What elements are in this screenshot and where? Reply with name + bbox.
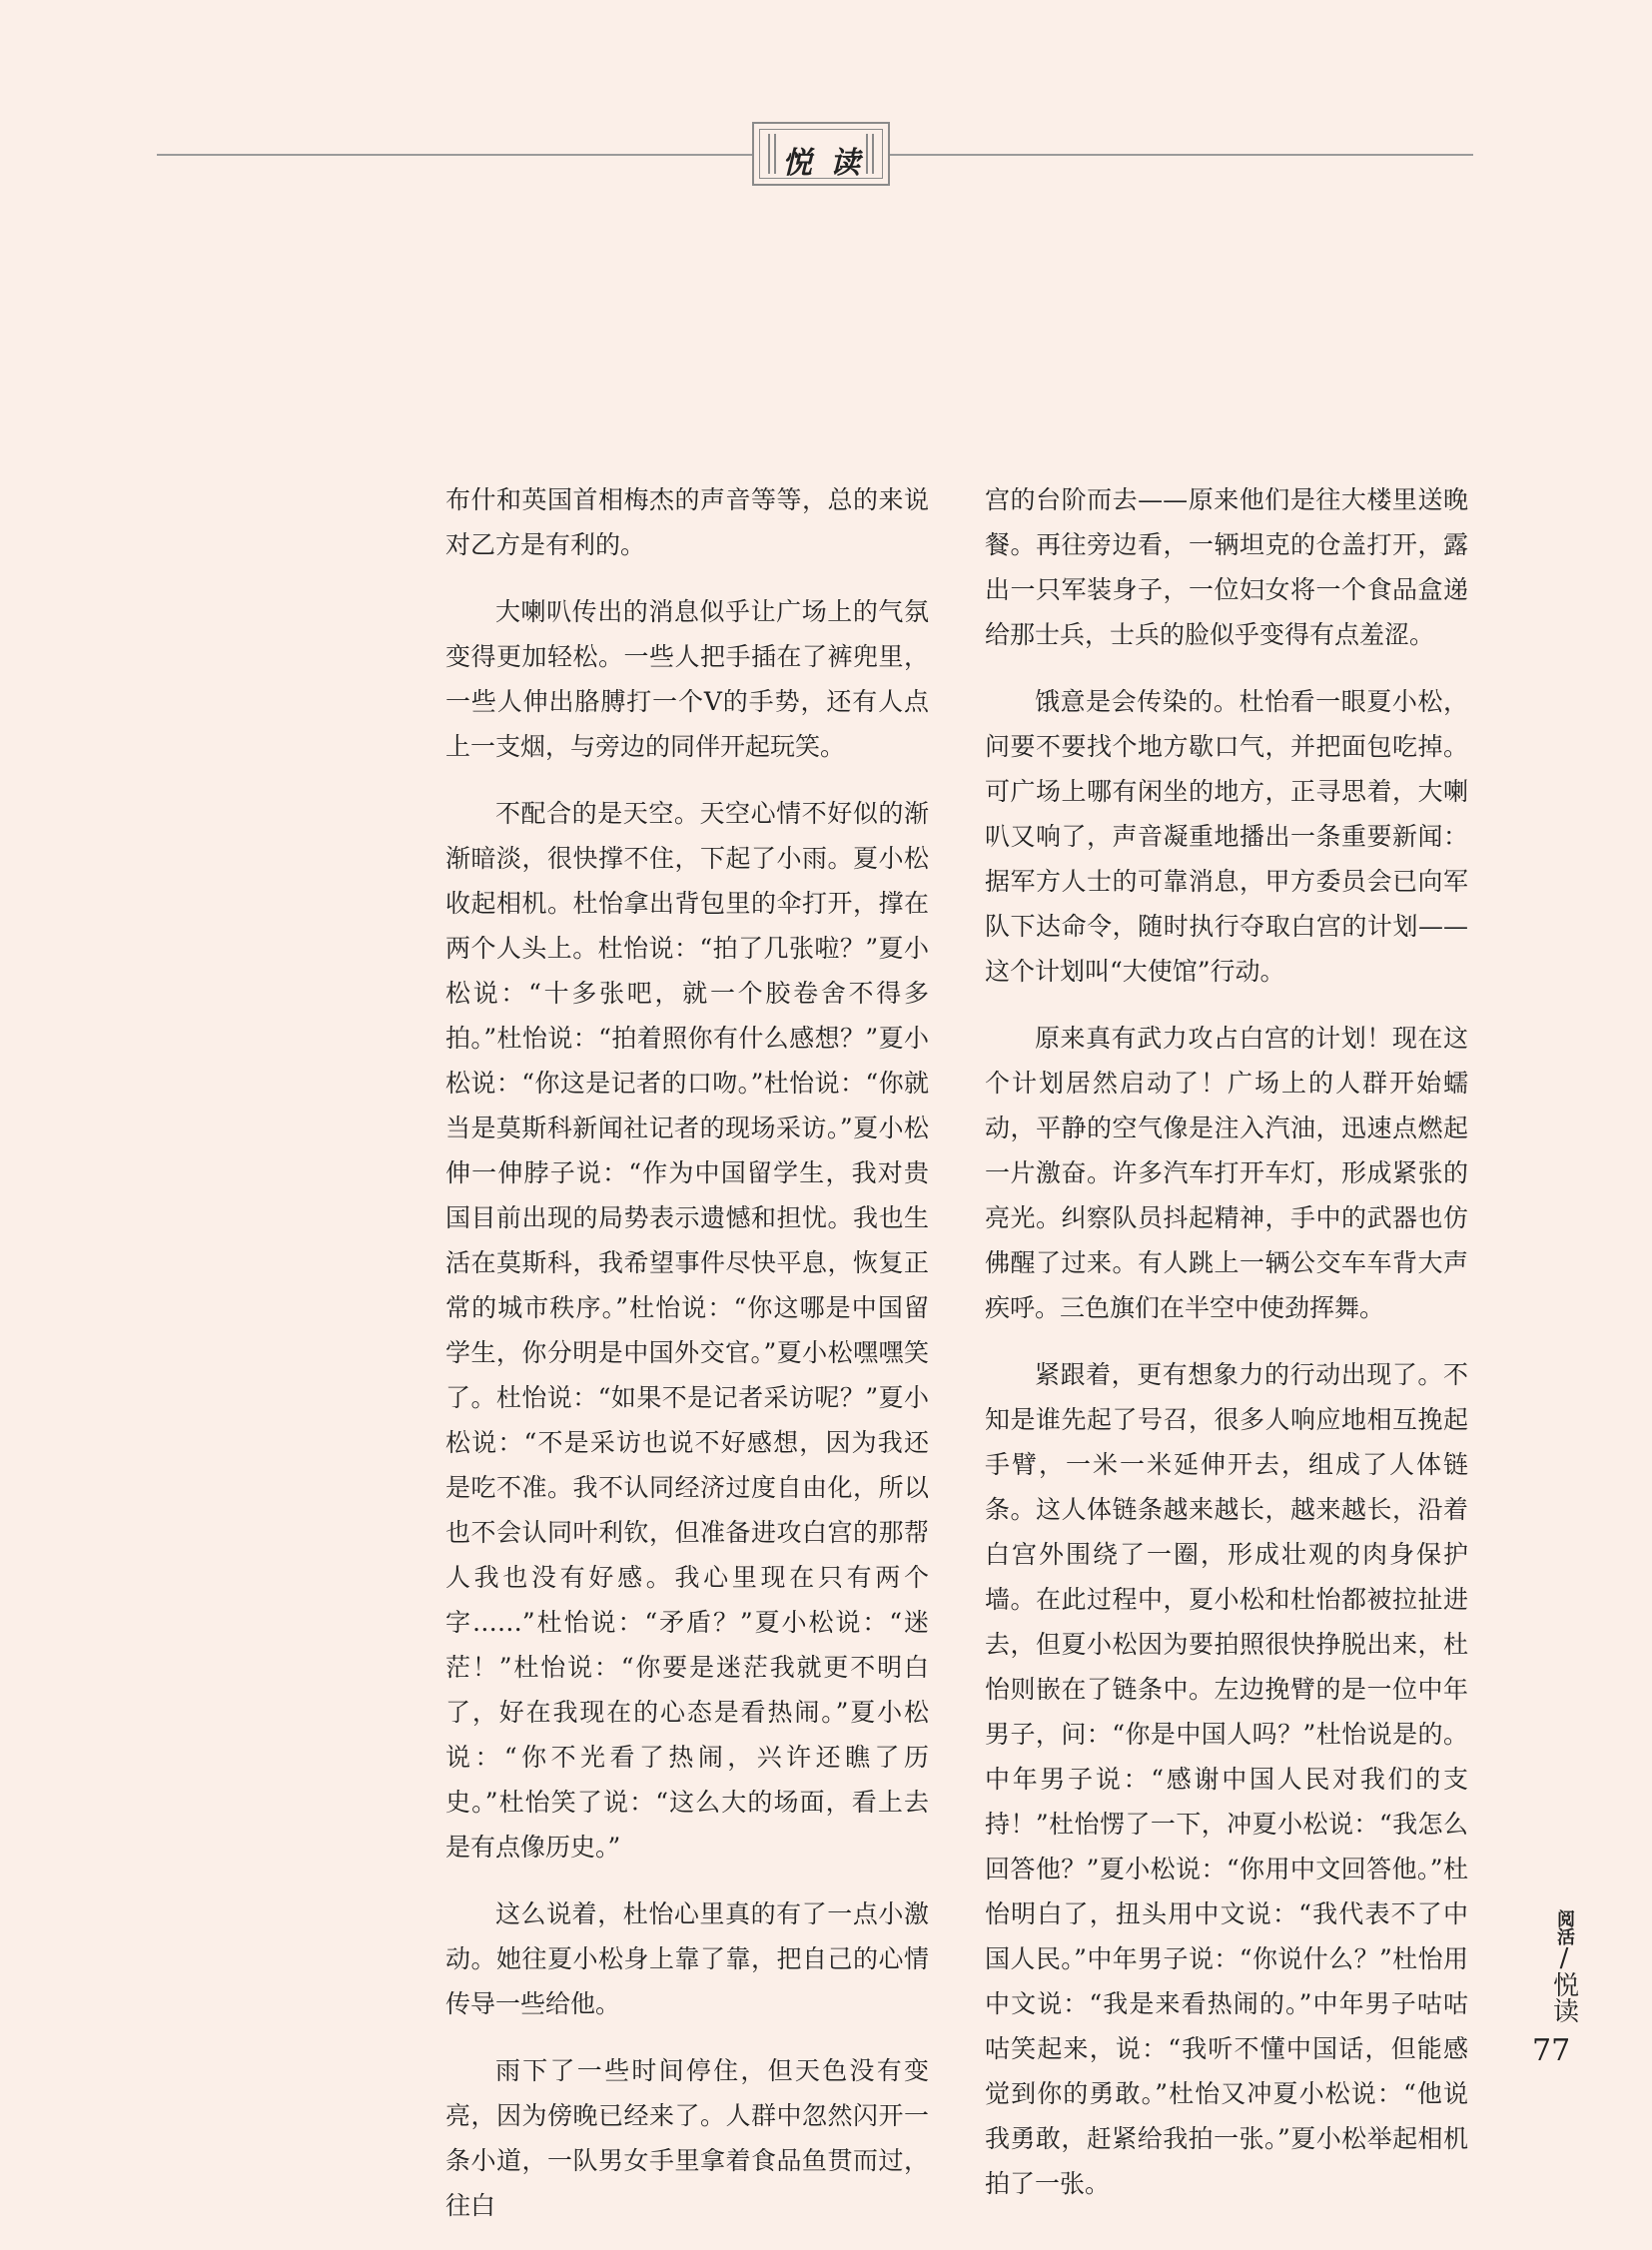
page-number: 77 xyxy=(1532,2033,1571,2068)
side-label-big: 悦读 xyxy=(1548,1971,1579,2023)
header-rule-right xyxy=(890,154,1473,156)
paragraph: 宫的台阶而去——原来他们是往大楼里送晚餐。再往旁边看，一辆坦克的仓盖打开，露出一只军装身子，一位妇女将一个食品盒递给那士兵，士兵的脸似乎变得有点羞涩。 xyxy=(985,485,1468,649)
paragraph: 不配合的是天空。天空心情不好似的渐渐暗淡，很快撑不住，下起了小雨。夏小松收起相机。杜怡拿出背包里的伞打开，撑在两个人头上。杜怡说：“拍了几张啦？”夏小松说：“十多张吧，就一个胶卷舍不得多拍。”杜怡说：“拍着照你有什么感想？”夏小松说：“你这是记者的口吻。”杜怡说：“你就当是莫斯科新闻社记者的现场采访。”夏小松伸一伸脖子说：“作为中国留学生，我对贵国目前出现的局势表示遗憾和担忧。我也生活在莫斯科，我希望事件尽快平息，恢复正常的城市秩序。”杜怡说：“你这哪是中国留学生，你分明是中国外交官。”夏小松嘿嘿笑了。杜怡说：“如果不是记者采访呢？”夏小松说：“不是采访也说不好感想，因为我还是吃不准。我不认同经济过度自由化，所以也不会认同叶利钦，但准备进攻白宫的那帮人我也没有好感。我心里现在只有两个字……”杜怡说：“矛盾？”夏小松说：“迷茫！”杜怡说：“你要是迷茫我就更不明白了，好在我现在的心态是看热闹。”夏小松说：“你不光看了热闹，兴许还瞧了历史。”杜怡笑了说：“这么大的场面，看上去是有点像历史。” xyxy=(445,799,929,1862)
section-side-label xyxy=(1544,1909,1584,2023)
header-rule-left xyxy=(157,154,752,156)
right-column xyxy=(985,477,1468,2228)
paragraph: 这么说着，杜怡心里真的有了一点小激动。她往夏小松身上靠了靠，把自己的心情传导一些给他。 xyxy=(445,1899,929,2018)
paragraph: 原来真有武力攻占白宫的计划！现在这个计划居然启动了！广场上的人群开始蠕动，平静的空气像是注入汽油，迅速点燃起一片激奋。许多汽车打开车灯，形成紧张的亮光。纠察队员抖起精神，手中的武器也仿佛醒了过来。有人跳上一辆公交车车背大声疾呼。三色旗们在半空中使劲挥舞。 xyxy=(985,1024,1468,1322)
paragraph: 布什和英国首相梅杰的声音等等，总的来说对乙方是有利的。 xyxy=(445,485,929,559)
paragraph: 饿意是会传染的。杜怡看一眼夏小松，问要不要找个地方歇口气，并把面包吃掉。可广场上哪有闲坐的地方，正寻思着，大喇叭又响了，声音凝重地播出一条重要新闻：据军方人士的可靠消息，甲方委员会已向军队下达命令，随时执行夺取白宫的计划——这个计划叫“大使馆”行动。 xyxy=(985,687,1468,986)
section-title: 悦读 xyxy=(782,146,878,181)
paragraph: 大喇叭传出的消息似乎让广场上的气氛变得更加轻松。一些人把手插在了裤兜里，一些人伸出胳膊打一个V的手势，还有人点上一支烟，与旁边的同伴开起玩笑。 xyxy=(445,597,929,761)
paragraph: 紧跟着，更有想象力的行动出现了。不知是谁先起了号召，很多人响应地相互挽起手臂，一米一米延伸开去，组成了人体链条。这人体链条越来越长，越来越长，沿着白宫外围绕了一圈，形成壮观的肉身保护墙。在此过程中，夏小松和杜怡都被拉扯进去，但夏小松因为要拍照很快挣脱出来，杜怡则嵌在了链条中。左边挽臂的是一位中年男子，问：“你是中国人吗？”杜怡说是的。中年男子说：“感谢中国人民对我们的支持！”杜怡愣了一下，冲夏小松说：“我怎么回答他？”夏小松说：“你用中文回答他。”杜怡明白了，扭头用中文说：“我代表不了中国人民。”中年男子说：“你说什么？”杜怡用中文说：“我是来看热闹的。”中年男子咕咕咕笑起来，说：“我听不懂中国话，但能感觉到你的勇敢。”杜怡又冲夏小松说：“他说我勇敢，赶紧给我拍一张。”夏小松举起相机拍了一张。 xyxy=(985,1360,1468,2198)
section-header xyxy=(752,122,890,186)
paragraph: 雨下了一些时间停住，但天色没有变亮，因为傍晚已经来了。人群中忽然闪开一条小道，一队男女手里拿着食品鱼贯而过，往白 xyxy=(445,2056,929,2220)
side-label-small: 阅活 xyxy=(1554,1909,1575,1945)
left-column xyxy=(445,477,929,2250)
side-label-slash: / xyxy=(1559,1943,1569,1973)
